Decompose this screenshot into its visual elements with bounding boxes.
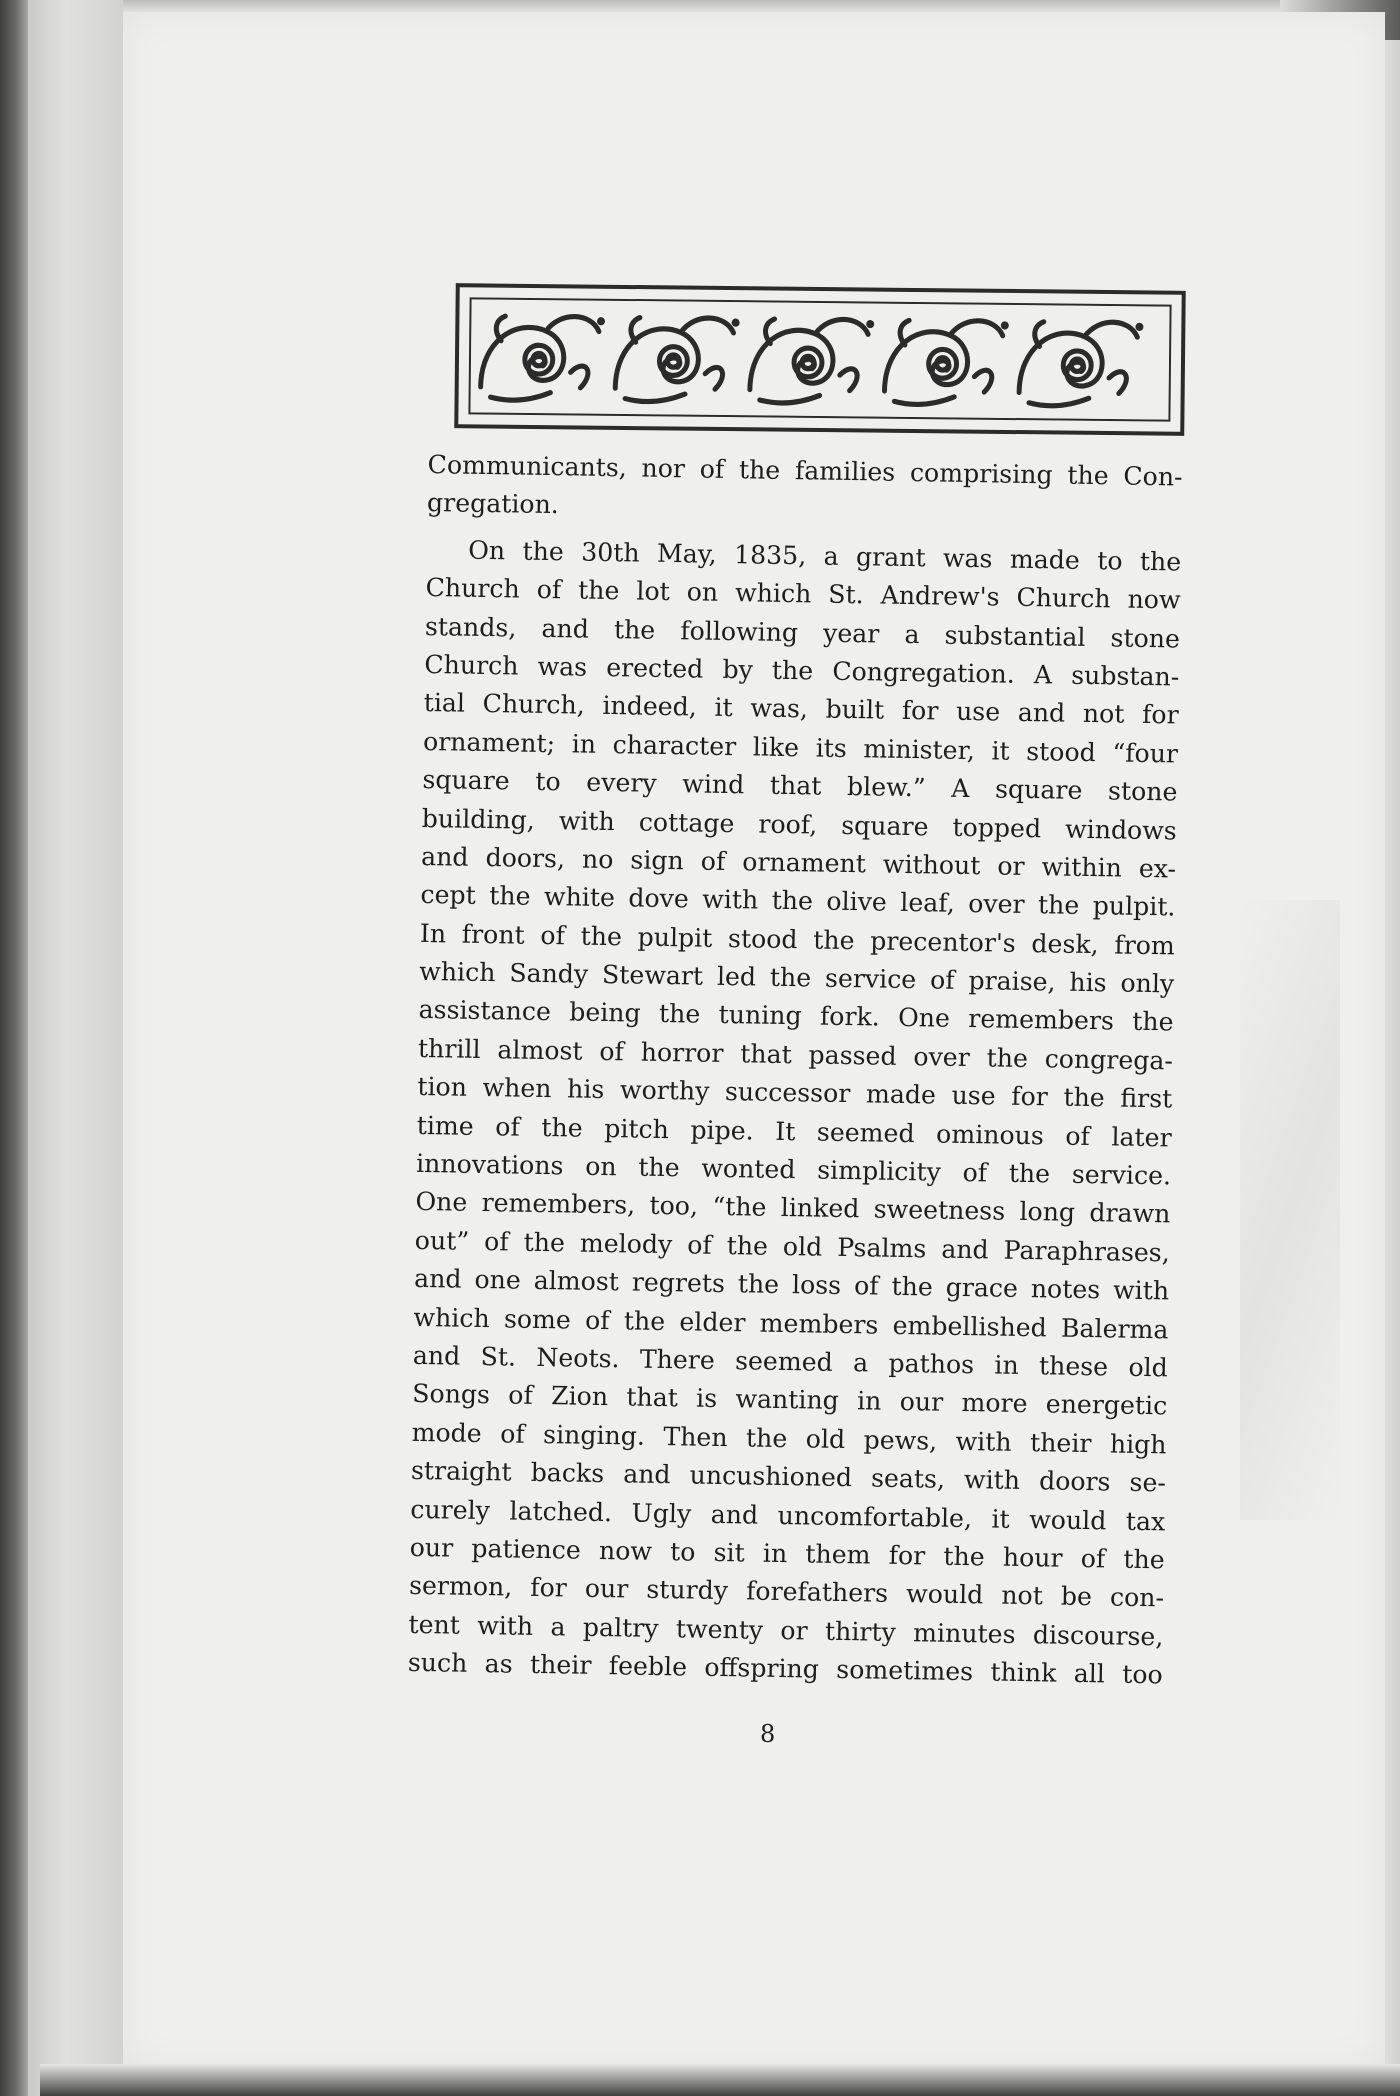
text-line: Communicants, nor of the families comprising the Con- [427,449,1183,492]
text-line: and doors, no sign of ornament without or within ex- [420,841,1177,884]
fold-shadow [1240,900,1340,1520]
text-line: gregation. [426,488,560,520]
scrollwork-ornament-icon [470,299,1169,419]
text-line: mode of singing. Then the old pews, with their high [411,1417,1167,1460]
text-line: Church was erected by the Congregation. A substan- [424,649,1180,692]
left-edge-shadow [0,0,28,2096]
text-line: building, with cottage roof, square topped windows [421,803,1177,845]
text-line: stands, and the following year a substantial stone [424,611,1181,654]
text-line: tial Church, indeed, it was, built for use and not for [423,688,1179,730]
decorative-headpiece [454,283,1185,436]
headpiece-scrollwork [468,297,1171,421]
text-line: such as their feeble offspring sometimes think all too [407,1647,1163,1690]
text-line: sermon, for our sturdy forefathers would not be con- [408,1571,1165,1613]
text-line: One remembers, too, “the linked sweetness long drawn [415,1187,1171,1229]
text-line: assistance being the tuning fork. One remembers the [418,995,1174,1037]
bottom-edge [40,2064,1400,2096]
binding-strip [28,0,125,2096]
text-line: thrill almost of horror that passed over the congrega- [417,1033,1174,1076]
text-line: which Sandy Stewart led the service of praise, his only [419,957,1175,999]
text-line: and St. Neots. There seemed a pathos in these old [412,1340,1169,1383]
text-line: Church of the lot on which St. Andrew's Church now [425,573,1181,615]
text-line: Songs of Zion that is wanting in our more energetic [412,1379,1168,1421]
text-line: time of the pitch pipe. It seemed ominous of later [416,1110,1172,1153]
body-text [407,446,1182,1695]
text-line: cept the white dove with the olive leaf, over the pulpit. [420,880,1176,922]
text-line: On the 30th May, 1835, a grant was made to the [468,535,1182,577]
text-line: our patience now to sit in them for the hour of the [409,1532,1165,1575]
text-line: curely latched. Ugly and uncomfortable, it would tax [410,1494,1166,1536]
text-line: tent with a paltry twenty or thirty minutes discourse, [408,1609,1164,1652]
text-line: innovations on the wonted simplicity of the service. [415,1148,1172,1191]
text-line: out” of the melody of the old Psalms and Paraphrases, [414,1225,1170,1268]
text-line: tion when his worthy successor made use for the first [417,1072,1173,1114]
text-line: and one almost regrets the loss of the grace notes with [413,1264,1170,1306]
text-line: square to every wind that blew.” A square stone [422,765,1178,807]
text-line: straight backs and uncushioned seats, with doors se- [410,1456,1167,1498]
text-line: In front of the pulpit stood the precentor's desk, from [419,918,1176,961]
page-number: 8 [760,1720,776,1748]
text-line: which some of the elder members embellished Balerma [413,1302,1169,1344]
text-line: ornament; in character like its minister, it stood “four [422,726,1179,769]
